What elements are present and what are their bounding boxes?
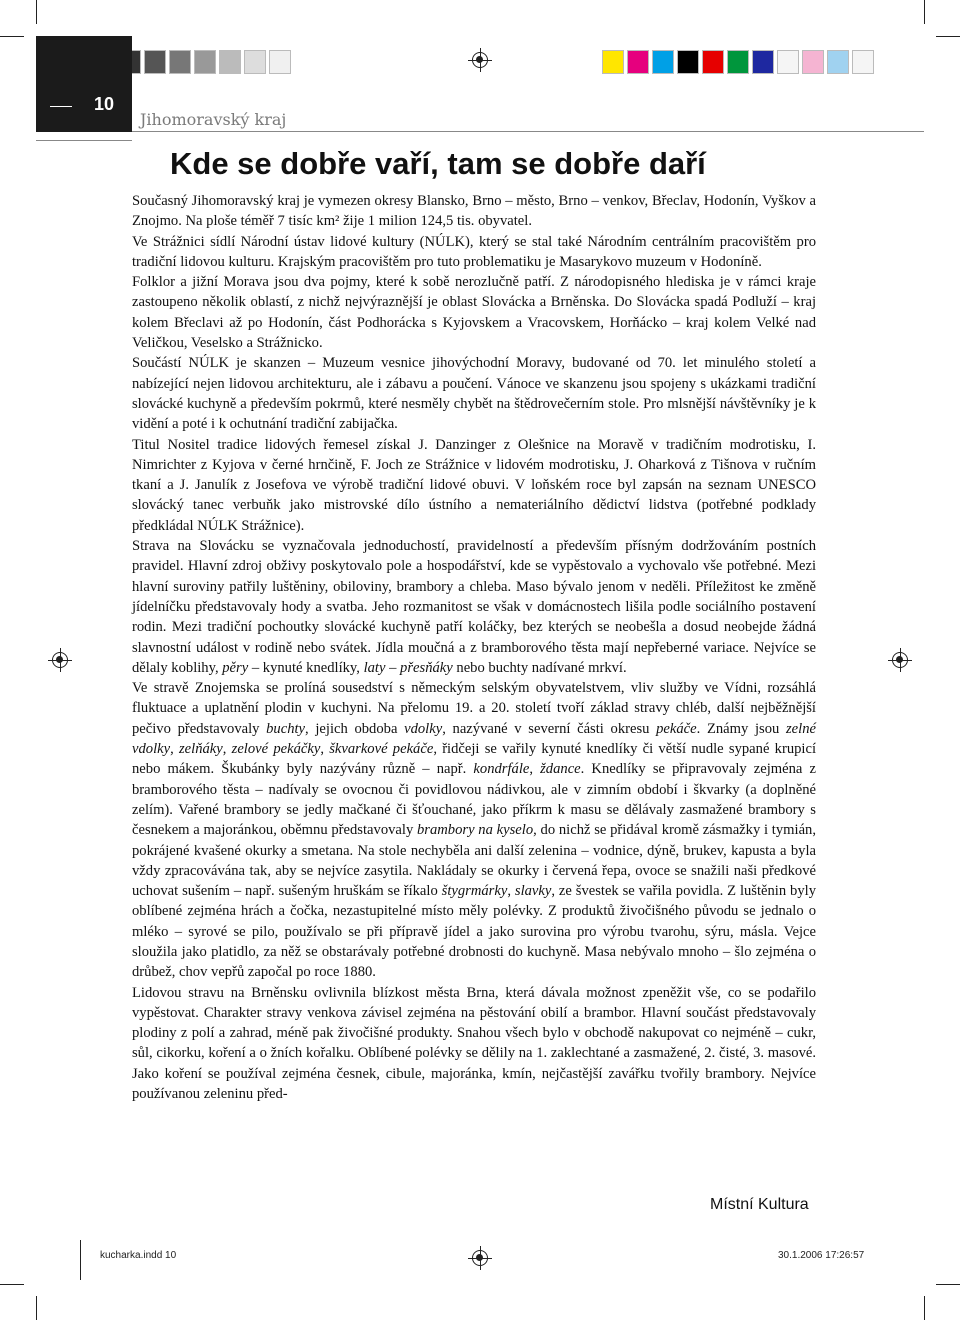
- paragraph: [132, 272, 816, 353]
- color-swatch: [244, 50, 266, 74]
- paragraph: [132, 232, 816, 273]
- paragraph: [132, 678, 816, 982]
- text-run: , nazývané v severní části okresu: [442, 720, 657, 737]
- italic-term: buchty: [266, 720, 306, 737]
- text-run: . Knedlíky se připravovaly zejména z bramborového těsta – nadívaly se ovocnou či povidlovou nádivkou, ale v zimním období i škvarky (a doplněné zelím). Vařené brambory se jedly mačkané či šťouchané, jako příkrm k masu se dělávaly zasmažené brambory s česnekem a majoránkou, oběmnu představovaly: [132, 761, 817, 839]
- italic-term: zelňáky: [178, 741, 223, 758]
- italic-term: zelové pekáčky: [231, 741, 321, 758]
- text-run: , řidčeji se vařily kynuté knedlíky či větší nudle sypané krupicí nebo mákem. Škubánky byly nazývány různě – např.: [132, 741, 817, 778]
- registration-target-icon: [52, 652, 68, 668]
- color-swatch: [194, 50, 216, 74]
- crop-mark: [936, 1284, 960, 1285]
- text-run: Titul Nositel tradice lidových řemesel získal J. Danzinger z Olešnice na Moravě v tradičním modrotisku, I. Nimrichter z Kyjova v černé hrnčině, F. Joch ze Strážnice v lidovém modrotisku, J. Oharková z Tišnova v ručním tkaní a J. Janulík z Josefova ve výrobě tradiční lidové obuvi. V loňském roce byl zapsán na seznam UNESCO slovácký tanec verbuňk jako mistrovské dílo ústního a nemateriálního dědictví lidstva (potřebné podklady předkládal NÚLK Strážnice).: [132, 436, 816, 534]
- text-run: Ve Strážnici sídlí Národní ústav lidové kultury (NÚLK), který se stal také Národním centrálním pracovištěm pro tradiční lidovou kulturu. Krajským pracovištěm pro tuto problematiku je Masarykovo muzeum v Hodoníně.: [132, 233, 816, 270]
- text-run: ,: [222, 741, 232, 758]
- text-run: Lidovou stravu na Brněnsku ovlivnila blízkost města Brna, která dávala možnost zpeněžit vše, co se podařilo vypěstovat. Charakter stravy venkova závisel zejména na pěstování obilí a brambor. Hlavní součást představovaly plodiny z polí a zahrad, méně pak živočišné produkty. Snahou všech bylo v obchodě nakupovat co nejméně – cukr, sůl, cikorku, koření a o žních kořalku. Oblíbené polévky se dělily na 1. zaklechtané a zasmažené, 2. čisté, 3. masové. Jako koření se používal zejména česnek, cibule, majoránka, kmín, nejčastější zavářku tvořily brambory. Nejvíce používanou zeleninu před-: [132, 984, 816, 1103]
- slug-date: 30.1.2006 17:26:57: [778, 1250, 865, 1261]
- page-tab: [36, 36, 132, 132]
- color-swatch: [777, 50, 799, 74]
- italic-term: laty – přesňáky: [363, 659, 453, 676]
- registration-target-icon: [892, 652, 908, 668]
- slug-file: kucharka.indd 10: [100, 1250, 177, 1261]
- italic-term: škvarkové pekáče: [329, 741, 434, 758]
- header-rule: [36, 140, 132, 141]
- italic-term: štygrmárky: [441, 883, 508, 900]
- color-swatch: [752, 50, 774, 74]
- color-swatch: [827, 50, 849, 74]
- article-title: Kde se dobře vaří, tam se dobře daří: [170, 146, 706, 181]
- italic-term: slavky: [514, 883, 552, 900]
- color-swatch: [652, 50, 674, 74]
- crop-mark: [36, 0, 37, 24]
- italic-term: ždance: [540, 761, 581, 778]
- crop-mark: [0, 1284, 24, 1285]
- registration-target-icon: [472, 52, 488, 68]
- italic-term: kondrfále: [473, 761, 530, 778]
- text-run: – kynuté knedlíky,: [248, 659, 364, 676]
- text-run: Ve stravě Znojemska se prolíná sousedství s německým selským obyvatelstvem, vliv služby ve Vídni, rozsáhlá fluktuace a uplatnění plodin v kuchyni. Na přelomu 19. a 20. století tvoří základ stravy chléb, další nejběžnější pečivo představovaly: [132, 680, 816, 737]
- paragraph: [132, 983, 816, 1105]
- text-run: Strava na Slovácku se vyznačovala jednoduchostí, pravidelností a především přísným dodržováním postních pravidel. Hlavní zdroj obživy poskytovalo pole a hospodářství, kde se vypěstovalo a vychovalo vše potřebné. Mezi hlavní suroviny patřily luštěniny, obiloviny, brambory a chleba. Maso bývalo jenom v neděli. Příležitost ke změně jídelníčku představovaly hody a svatba. Jeho rozmanitost se však v domácnostech lišila podle sociálního postavení rodin. Mezi tradiční pochoutky slovácké kuchyně patří koláčky, bez kterých se neobešla a dosud neobejde žádná slavnostní událost v rodině nebo svátek. Jídla moučná a z bramborového těsta mají nepřeberné variace. Nejvíce se dělaly koblihy,: [132, 538, 816, 676]
- crop-mark: [80, 1240, 81, 1280]
- color-swatch: [702, 50, 724, 74]
- registration-target-icon: [472, 1250, 488, 1266]
- crop-mark: [924, 1296, 925, 1320]
- text-run: Folklor a jižní Morava jsou dva pojmy, které k sobě nerozlučně patří. Z národopisného hlediska je v rámci kraje zastoupeno několik oblastí, z nichž nejvýraznější je oblast Slovácka a Brněnska. Do Slovácka spadá Podluží – kraj kolem Břeclavi až po Hodonín, část Podhorácka s Kyjovskem a Vracovskem, Horňácko – kraj kolem Velké nad Veličkou, Veselsko a Strážnicko.: [132, 274, 816, 352]
- paragraph: [132, 353, 816, 434]
- header-rule: [132, 131, 924, 132]
- color-swatch: [219, 50, 241, 74]
- color-swatch: [602, 50, 624, 74]
- text-run: . Známy jsou: [696, 720, 786, 737]
- color-swatch: [852, 50, 874, 74]
- footer-brand: Místní Kultura: [710, 1196, 809, 1213]
- italic-term: vdolky: [404, 720, 443, 737]
- crop-mark: [0, 36, 24, 37]
- text-run: , do nichž se přidával kromě zásmažky i tymián, pokrájené kvašené okurky a smetana. Na stole nechyběla ani další zelenina – vodnice, dýně, brukev, kapusta a byla vždy zpracovávána tak, aby se nejvíce zasytila. Nakládaly se okurky i červená řepa, ovoce se snažili naši předkové uchovat sušením – např. sušeným hruškám se říkalo: [132, 822, 816, 900]
- article-body: [132, 191, 816, 1104]
- text-run: nebo buchty nadívané mrkví.: [452, 659, 627, 676]
- paragraph: [132, 435, 816, 536]
- color-swatch: [727, 50, 749, 74]
- italic-term: brambory na kyselo: [417, 822, 534, 839]
- text-run: ,: [529, 761, 541, 778]
- page-number: 10: [94, 94, 115, 114]
- color-swatch: [169, 50, 191, 74]
- color-swatch: [269, 50, 291, 74]
- color-swatch: [627, 50, 649, 74]
- italic-term: pěry: [222, 659, 249, 676]
- italic-term: pekáče: [656, 720, 697, 737]
- paragraph: [132, 191, 816, 232]
- color-swatch: [802, 50, 824, 74]
- text-run: , jejich obdoba: [305, 720, 405, 737]
- crop-mark: [924, 0, 925, 24]
- color-swatch: [677, 50, 699, 74]
- text-run: Současný Jihomoravský kraj je vymezen okresy Blansko, Brno – město, Brno – venkov, Břeclav, Hodonín, Vyškov a Znojmo. Na ploše téměř 7 tisíc km² žije 1 milion 124,5 tis. obyvatel.: [132, 193, 816, 230]
- color-swatch: [144, 50, 166, 74]
- text-run: ,: [170, 741, 179, 758]
- italic-term: zelné vdolky: [132, 720, 816, 758]
- text-run: ,: [507, 883, 515, 900]
- region-title: Jihomoravský kraj: [140, 110, 287, 129]
- text-run: ,: [320, 741, 330, 758]
- color-bar: [602, 50, 877, 74]
- paragraph: [132, 536, 816, 678]
- crop-mark: [36, 1296, 37, 1320]
- text-run: Součástí NÚLK je skanzen – Muzeum vesnice jihovýchodní Moravy, budované od 70. let minulého století a nabízející nejen lidovou architekturu, ale i zábavu a poučení. Vánoce ve skanzenu jsou spojeny s ukázkami tradiční slovácké kuchyně a především pokrmů, které nesměly chybět na štědrovečerním stole. Pro mlsnější návštěvníky je k vidění a poté i k ochutnání tradiční zabijačka.: [132, 355, 816, 433]
- crop-mark: [936, 36, 960, 37]
- text-run: , ze švestek se vařila povidla. Z luštěnin byly oblíbené zejména hrách a čočka, nezastupitelné místo měly polévky. Z produktů živočišného původu se jednalo o mléko – syrové se pilo, používalo se při přípravě jídel a jako surovina pro výrobu tvarohu, sýru, másla. Vejce sloužila jako platidlo, za něž se obstarávaly potřebné drobnosti do kuchyně. Masa nebývalo mnoho – šlo zejména o drůbež, chov vepřů započal po roce 1880.: [132, 883, 817, 981]
